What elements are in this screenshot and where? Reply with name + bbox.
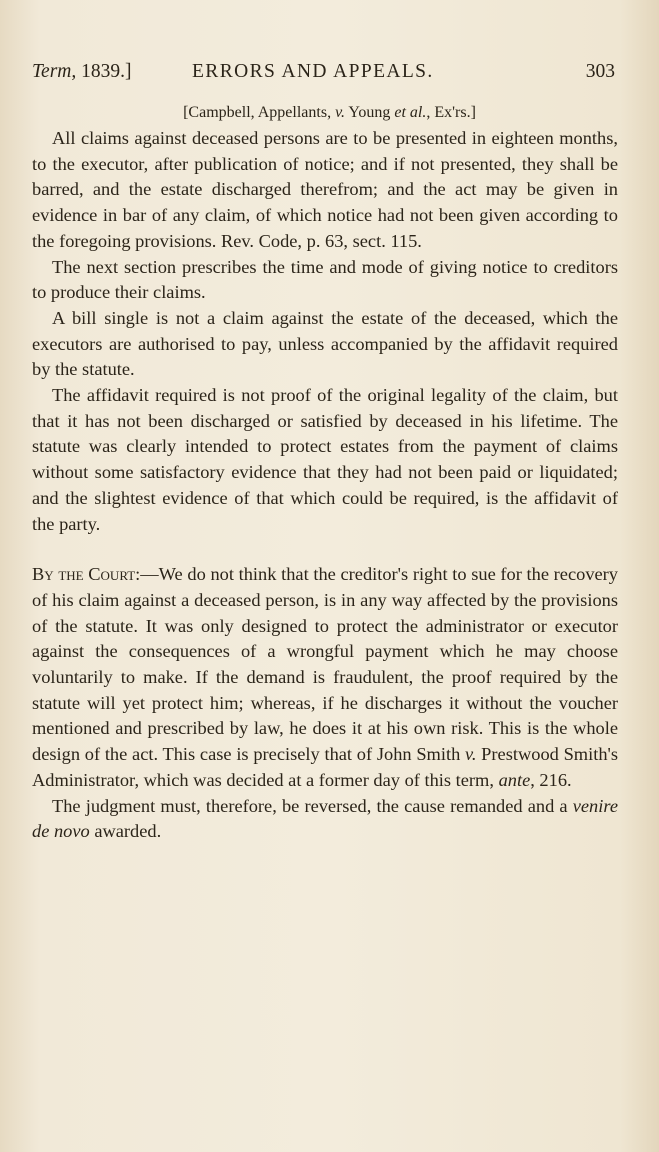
judgment-text-a: The judgment must, therefore, be reversed, the cause remanded and a xyxy=(52,795,573,816)
caption-et-al: et al. xyxy=(394,104,427,121)
opinion-v: v. xyxy=(465,744,477,765)
paragraph-court-opinion xyxy=(32,562,618,793)
opinion-text-b: Prestwood Smith's Administrator, which was decided at a former day of this term, xyxy=(32,744,618,790)
term-word: Term, xyxy=(32,61,77,82)
paragraph-judgment xyxy=(32,794,618,845)
caption-open: [Campbell, Appellants, xyxy=(183,104,336,121)
term-year-number: 1839.] xyxy=(81,61,132,82)
opinion-ante: ante xyxy=(498,769,531,790)
court-label: By the Court: xyxy=(32,564,141,585)
opinion-text-c: , 216. xyxy=(530,769,572,790)
paragraph-bill-single: A bill single is not a claim against the estate of the deceased, which the executors are authorised to pay, unless accompanied by the affidavit required by the statute. xyxy=(32,307,618,380)
opinion-text-a: —We do not think that the creditor's right to sue for the recovery of his claim against a deceased person, is in any way affected by the provisions of the statute. It was only designed to protect the administrator or executor against the consequences of a wrongful payment which he may choose voluntarily to make. If the demand is fraudulent, the proof required by the statute will yet protect him; whereas, if he discharges it without the voucher mentioned and prescribed by law, he does it at his own risk. This is the whole design of the act. This case is precisely that of John Smith xyxy=(32,564,618,765)
caption-v: v. xyxy=(335,104,345,121)
running-header xyxy=(32,58,615,86)
caption-mid: Young xyxy=(345,104,395,121)
page-body xyxy=(32,126,618,845)
judgment-venire: venire de novo xyxy=(32,795,618,842)
term-year xyxy=(32,58,132,86)
paragraph-affidavit: The affidavit required is not proof of the original legality of the claim, but that it has not been discharged or satisfied by deceased in his lifetime. The statute was clearly intended to protect estates from the payment of claims without some satisfactory evidence that they had not been paid or liquidated; and the slightest evidence of that which could be required, is the affidavit of the party. xyxy=(32,385,618,534)
header-title: ERRORS AND APPEALS. xyxy=(192,61,434,82)
page-number: 303 xyxy=(585,61,615,82)
paragraph-next-section: The next section prescribes the time and mode of giving notice to creditors to produce their claims. xyxy=(32,256,618,303)
judgment-text-b: awarded. xyxy=(89,821,162,842)
caption-close: , Ex'rs.] xyxy=(426,104,476,121)
case-caption xyxy=(0,100,659,126)
paragraph-claims: All claims against deceased persons are to be presented in eighteen months, to the executor, after publication of notice; and if not presented, they shall be barred, and the estate discharged therefrom; and the act may be given in evidence in bar of any claim, of which notice had not been given according to the foregoing provisions. Rev. Code, p. 63, sect. 115. xyxy=(32,128,618,251)
